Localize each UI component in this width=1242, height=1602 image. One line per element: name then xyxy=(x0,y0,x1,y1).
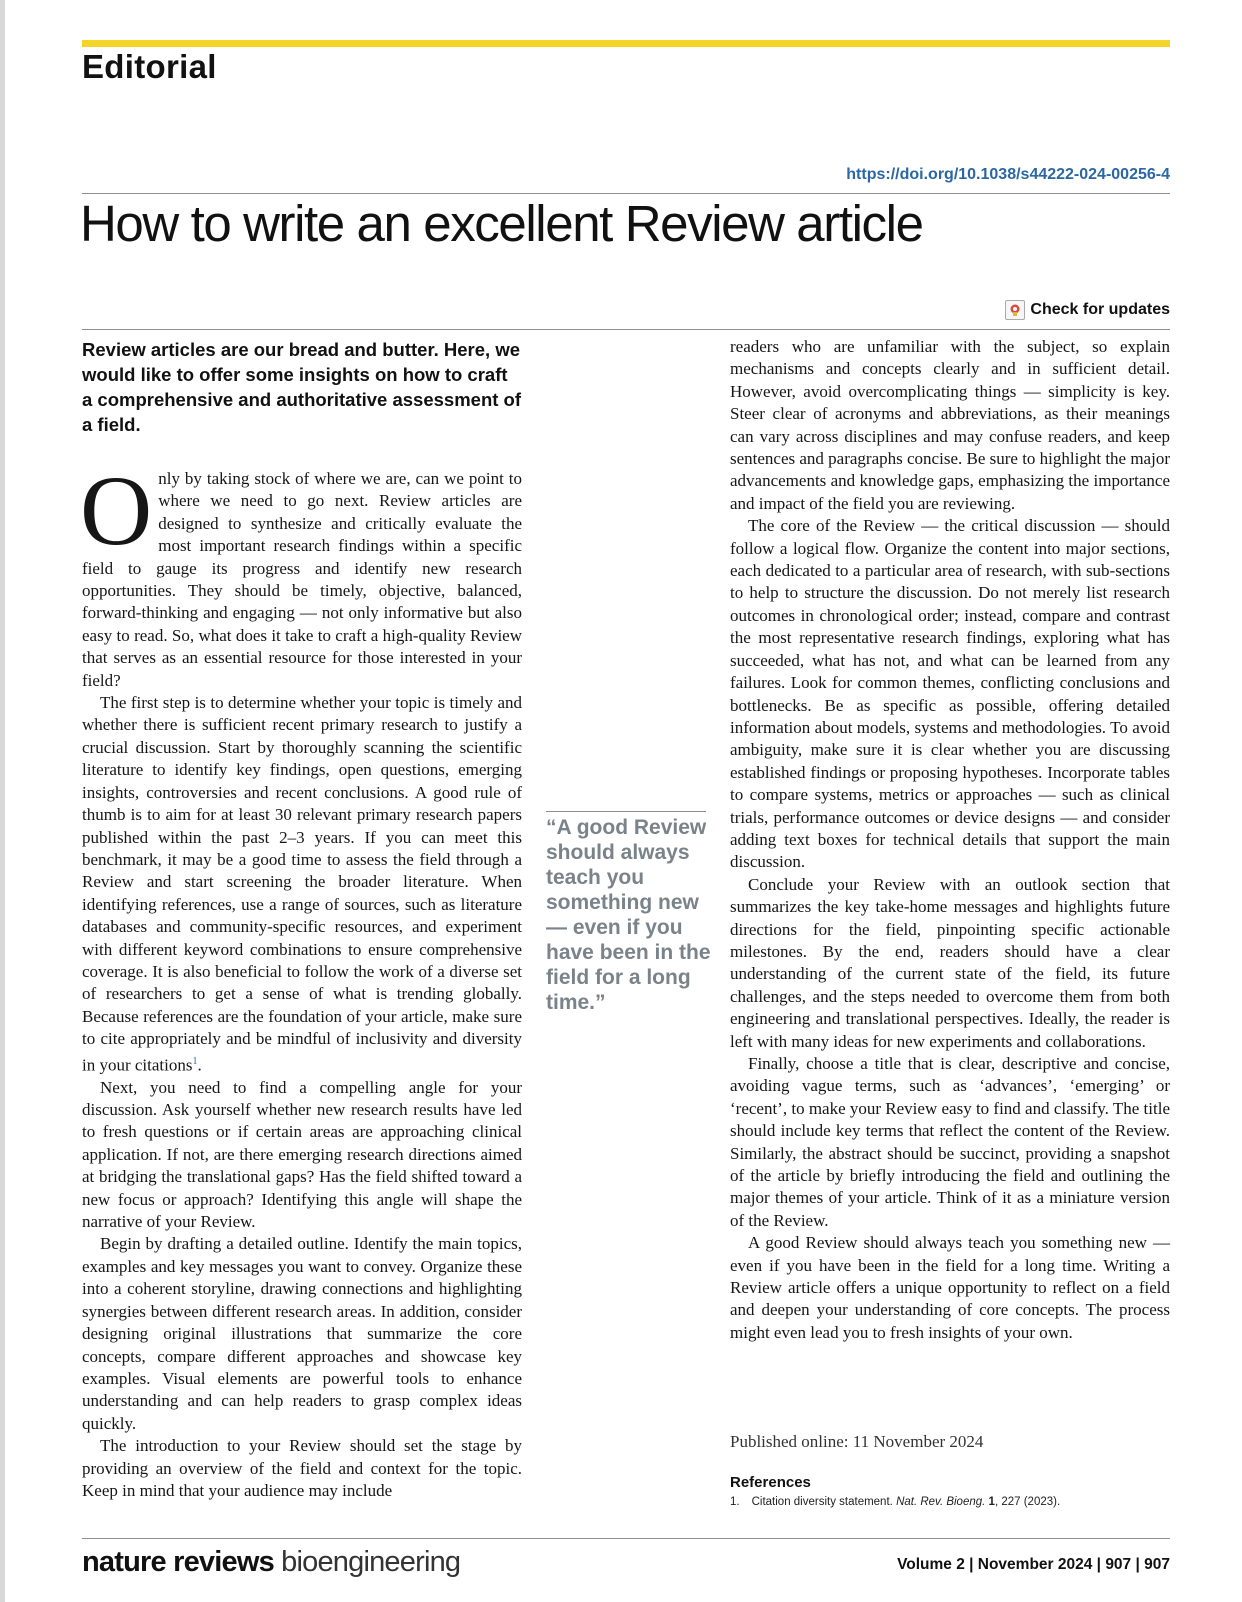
paragraph-5: The introduction to your Review should set the stage by providing an overview of the field and context for the topic. Keep in mind that your audience may include xyxy=(82,1436,522,1500)
paragraph-7: Conclude your Review with an outlook section that summarizes the key take-home messages and highlights future directions for the field, pinpointing specific actionable milestones. By the end, readers should have a clear understanding of the current state of the field, its future challenges, and the steps needed to overcome them from both engineering and translational perspectives. Ideally, the reader is left with many ideas for new experiments and collaborations. xyxy=(730,874,1170,1051)
references-heading: References xyxy=(730,1474,811,1491)
divider xyxy=(82,329,1170,330)
check-updates-button[interactable] xyxy=(1005,300,1170,320)
standfirst: Review articles are our bread and butter. Here, we would like to offer some insights on how to craft a comprehensive and authoritative assessment of a field. xyxy=(82,339,522,435)
page-number: 907 xyxy=(1144,1556,1170,1573)
right-column xyxy=(730,336,1170,1344)
paragraph-1-text: nly by taking stock of where we are, can we point to where we need to go next. Review articles are designed to synthesize and critically evaluate the most important research findings within a specific field to gauge its progress and identify new research opportunities. They should be timely, objective, balanced, forward-thinking and engaging — not only informative but also easy to read. So, what does it take to craft a high-quality Review that serves as an essential resource for those interested in your field? xyxy=(82,469,522,690)
pull-quote: “A good Review should always teach you something new — even if you have been in the field for a long time.” xyxy=(546,816,711,1014)
update-badge-icon xyxy=(1005,300,1025,320)
paragraph-9: A good Review should always teach you something new — even if you have been in the field for a long time. Writing a Review article offers a unique opportunity to reflect on a field and deepen your understanding of core concepts. The process might even lead you to fresh insights of your own. xyxy=(730,1233,1170,1342)
published-date: Published online: 11 November 2024 xyxy=(730,1432,984,1451)
paragraph-2 xyxy=(82,692,522,1077)
paragraph-4: Begin by drafting a detailed outline. Identify the main topics, examples and key messages you want to convey. Organize these into a coherent storyline, drawing connections and highlighting synergies between different research areas. In addition, consider designing original illustrations that summarize the core concepts, compare different approaches and showcase key examples. Visual elements are powerful tools to enhance understanding and can help readers to grasp complex ideas quickly. xyxy=(82,1234,522,1433)
reference-link[interactable]: 1 xyxy=(192,1055,198,1067)
reference-text xyxy=(752,1496,1061,1508)
reference-title: Citation diversity statement. xyxy=(751,1496,893,1508)
brand-bold: nature reviews xyxy=(82,1546,274,1578)
reference-pages: , 227 (2023). xyxy=(994,1496,1061,1508)
footer-divider xyxy=(82,1538,1170,1539)
accent-bar xyxy=(82,40,1170,47)
paragraph-2-end: . xyxy=(197,1055,202,1075)
reference-number: 1. xyxy=(730,1496,740,1508)
check-updates-label: Check for updates xyxy=(1030,301,1170,318)
left-column xyxy=(80,455,522,1502)
journal-logo xyxy=(82,1546,460,1579)
reference-item[interactable] xyxy=(730,1496,1060,1508)
paragraph-5-continued: readers who are unfamiliar with the subject, so explain mechanisms and concepts clearly and in sufficient detail. However, avoid overcomplicating things — simplicity is key. Steer clear of acronyms and abbreviations, as their meanings can vary across disciplines and may confuse readers, and keep sentences and paragraphs concise. Be sure to highlight the major advancements and knowledge gaps, emphasizing the importance and impact of the field you are reviewing. xyxy=(730,337,1170,513)
paragraph-2-text: The first step is to determine whether your topic is timely and whether there is sufficient recent primary research to justify a crucial discussion. Start by thoroughly scanning the scientific literature to identify key findings, open questions, emerging insights, controversies and recent conclusions. A good rule of thumb is to aim for at least 30 relevant primary research papers published within the past 2–3 years. If you can meet this benchmark, it may be a good time to assess the field through a Review and start screening the broader literature. When identifying references, use a range of sources, such as literature databases and community-specific resources, and experiment with different keyword combinations to ensure comprehensive coverage. It is also beneficial to follow the work of a diverse set of researchers to get a sense of what is trending globally. Because references are the foundation of your article, make sure to cite appropriately and be mindful of inclusivity and diversity in your citations xyxy=(82,693,522,1075)
reference-volume: 1 xyxy=(988,1496,995,1508)
paragraph-6: The core of the Review — the critical discussion — should follow a logical flow. Organize the content into major sections, each dedicated to a particular area of research, with sub-sections to help to structure the discussion. Do not merely list research outcomes in chronological order; instead, compare and contrast the most representative research findings, exploring what has succeeded, what has not, and what can be learned from any failures. Look for common themes, conflicting conclusions and bottlenecks. Be as specific as possible, offering detailed information about models, systems and methodologies. To avoid ambiguity, make sure it is clear whether you are discussing established findings or proposing hypotheses. Incorporate tables to compare systems, metrics or approaches — such as clinical trials, performance outcomes or device designs — and consider adding text boxes for technical details that support the main discussion. xyxy=(730,516,1170,872)
paragraph-3: Next, you need to find a compelling angle for your discussion. Ask yourself whether new research results have led to fresh questions or if certain areas are approaching clinical application. If not, are there emerging research directions aimed at bridging the translational gaps? Has the field shifted toward a new focus or approach? Identifying this angle will shape the narrative of your Review. xyxy=(82,1077,522,1232)
volume-info xyxy=(897,1556,1170,1574)
paragraph-8: Finally, choose a title that is clear, descriptive and concise, avoiding vague terms, such as ‘advances’, ‘emerging’ or ‘recent’, to make your Review easy to find and classify. The title should include key terms that reflect the content of the Review. Similarly, the abstract should be succinct, providing a snapshot of the article by briefly introducing the field and outlining the major themes of your article. Think of it as a miniature version of the Review. xyxy=(730,1054,1170,1230)
article-title: How to write an excellent Review article xyxy=(80,195,923,252)
reference-journal: Nat. Rev. Bioeng. xyxy=(896,1496,986,1508)
paragraph-1 xyxy=(80,455,522,692)
section-label: Editorial xyxy=(82,48,217,85)
doi-link[interactable]: https://doi.org/10.1038/s44222-024-00256-4 xyxy=(846,166,1170,183)
page-edge xyxy=(0,0,5,1602)
volume-text: Volume 2 | November 2024 | 907 | xyxy=(897,1556,1145,1573)
brand-light: bioengineering xyxy=(281,1546,461,1578)
pull-quote-rule xyxy=(546,811,706,812)
drop-cap: O xyxy=(80,455,153,566)
